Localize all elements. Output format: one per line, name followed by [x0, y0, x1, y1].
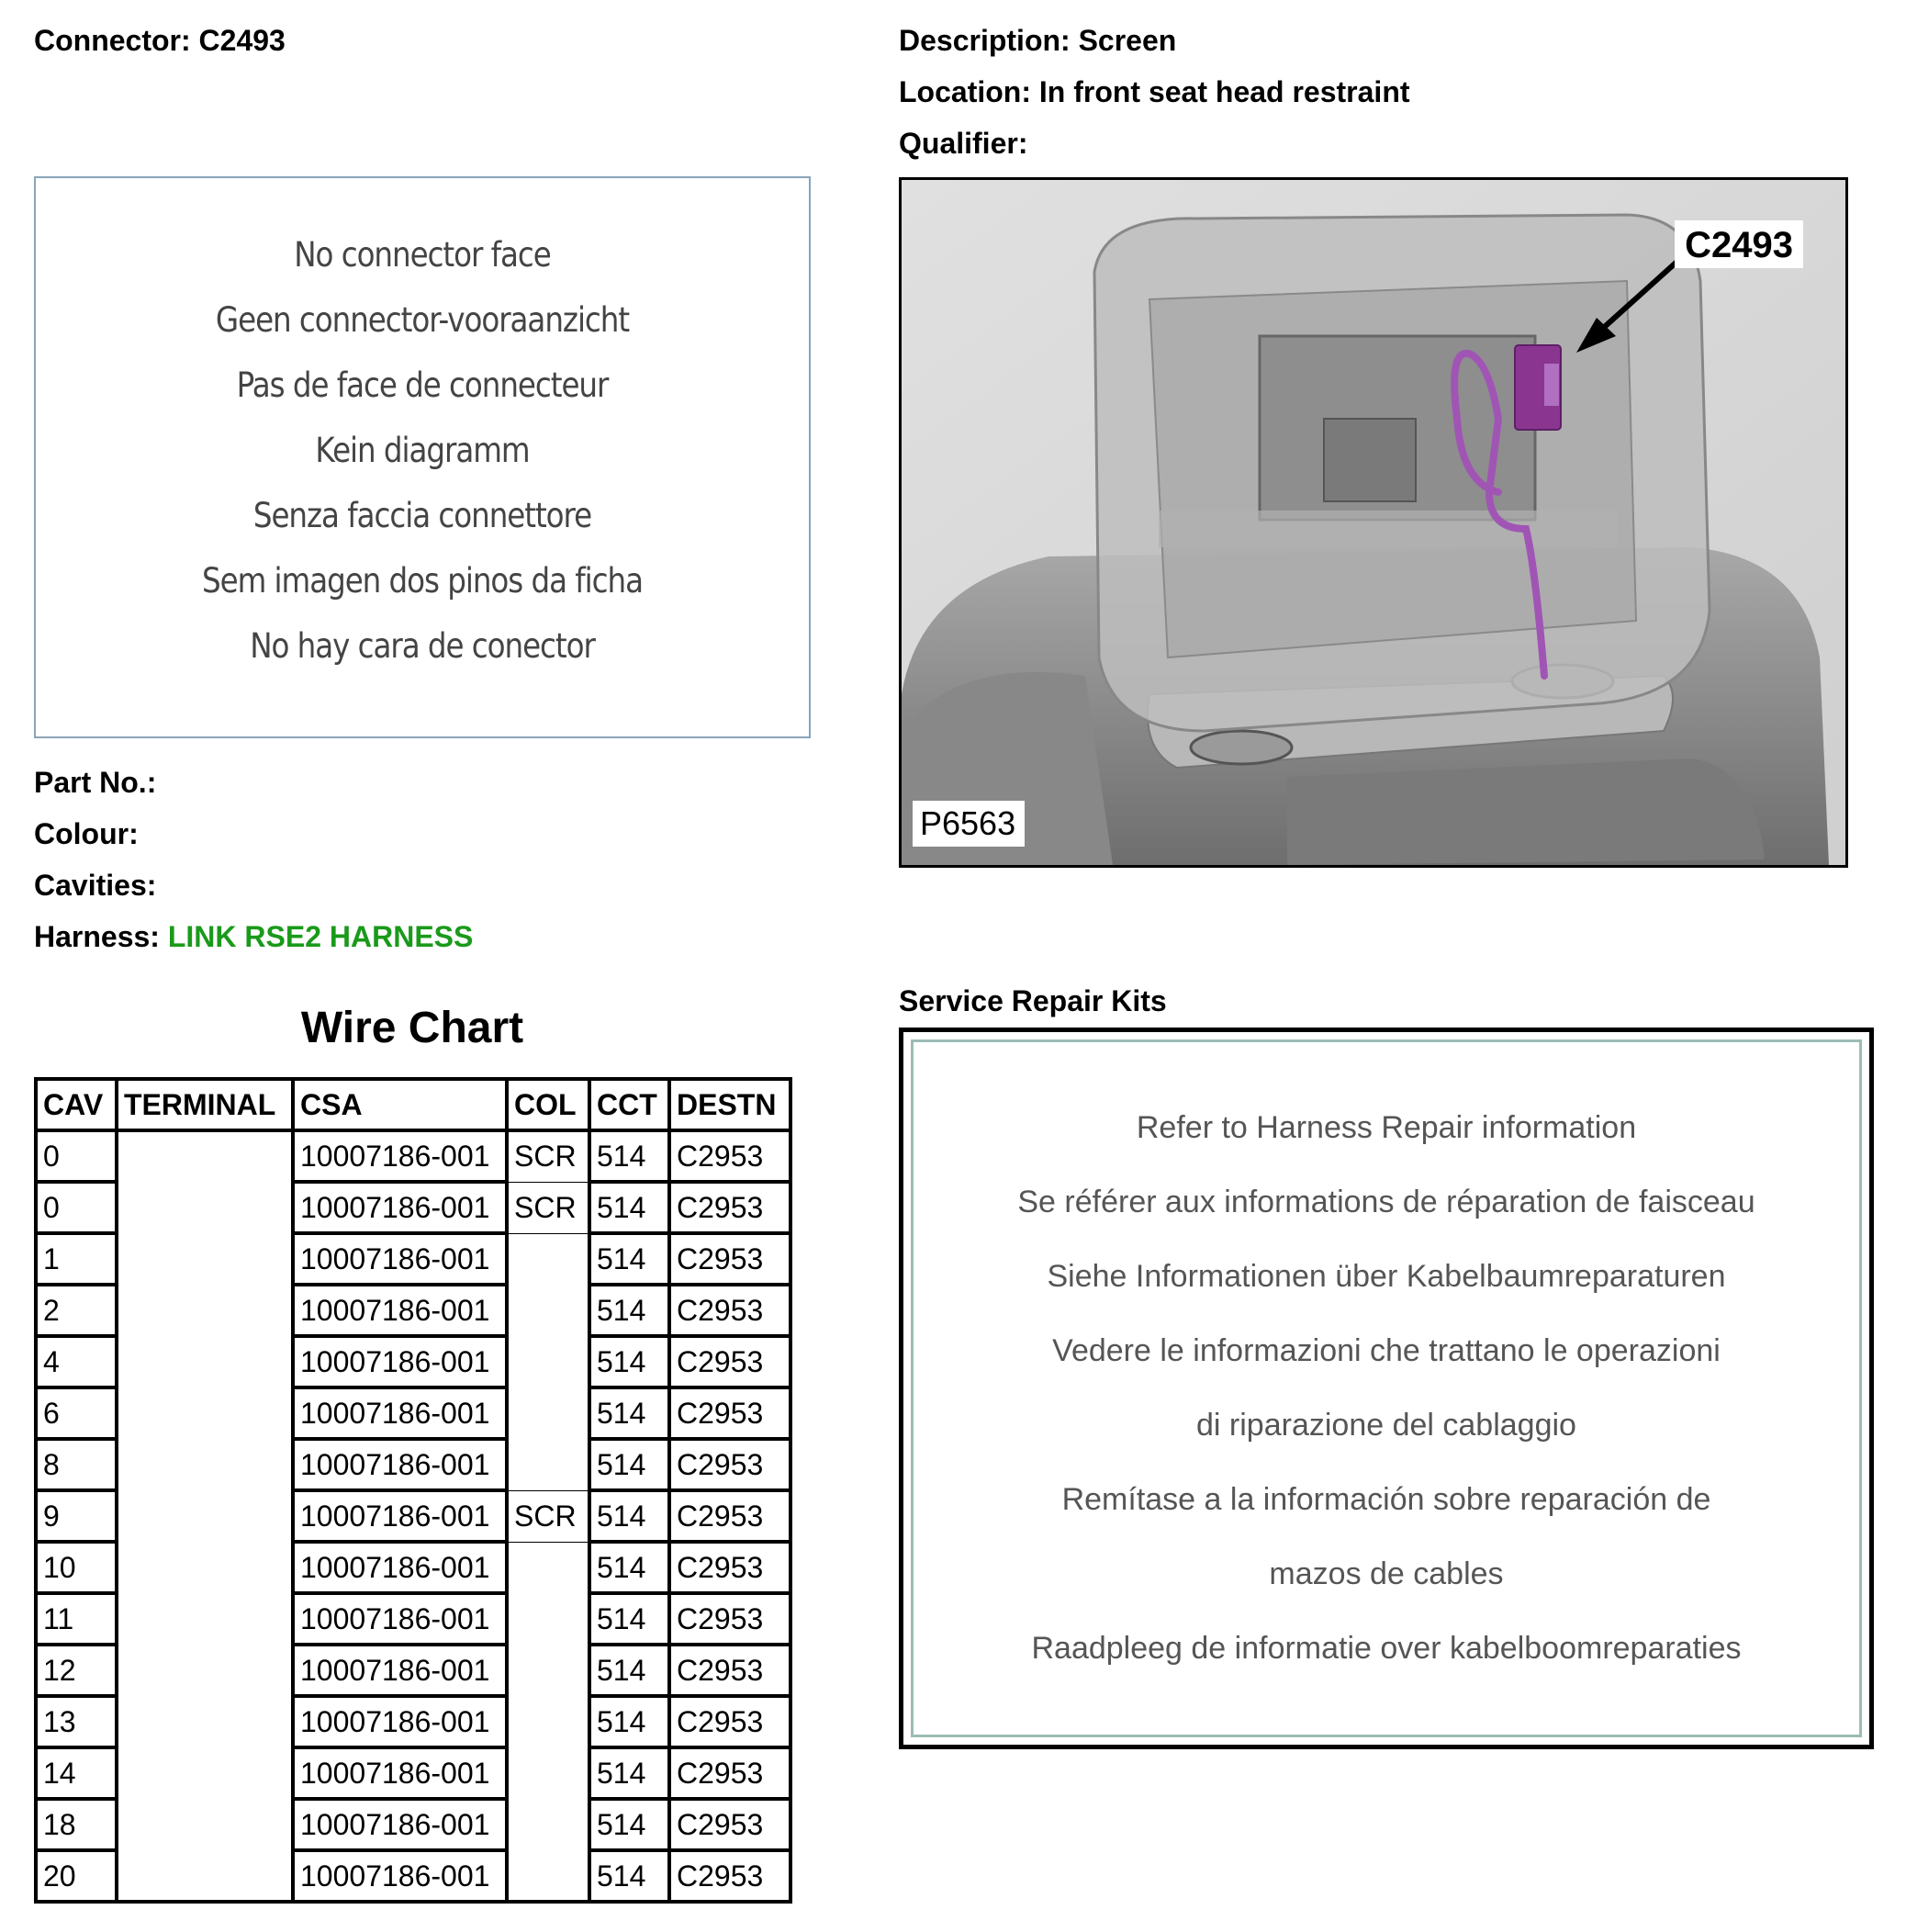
cell-csa: 10007186-001	[293, 1285, 507, 1336]
head-restraint-illustration	[902, 180, 1845, 865]
cell-destn: C2953	[669, 1182, 790, 1233]
no-face-line: No hay cara de conector	[250, 626, 595, 666]
connector-id: C2493	[198, 24, 286, 57]
cell-destn: C2953	[669, 1799, 790, 1850]
no-face-line: Sem imagen dos pinos da ficha	[201, 561, 644, 601]
qualifier-label: Qualifier:	[899, 127, 1028, 160]
harness-label: Harness: LINK RSE2 HARNESS	[34, 920, 474, 953]
repair-info-line: di riparazione del cablaggio	[1196, 1408, 1576, 1443]
cell-csa: 10007186-001	[293, 1850, 507, 1902]
repair-info-line: Se référer aux informations de réparation de faisceau	[1017, 1185, 1755, 1219]
wire-chart-title: Wire Chart	[300, 1004, 524, 1052]
cell-destn: C2953	[669, 1233, 790, 1285]
table-row	[36, 1799, 790, 1850]
part-no-label: Part No.:	[34, 766, 157, 799]
image-ref: P6563	[920, 804, 1016, 842]
header-cav: CAV	[36, 1079, 117, 1130]
cell-destn: C2953	[669, 1696, 790, 1747]
cell-terminal	[117, 1336, 293, 1387]
cell-cav: 14	[36, 1747, 117, 1799]
cell-cav: 1	[36, 1233, 117, 1285]
header-destn: DESTN	[669, 1079, 790, 1130]
cell-cct: 514	[589, 1542, 669, 1593]
cell-csa: 10007186-001	[293, 1645, 507, 1696]
service-repair-panel	[899, 1028, 1874, 1749]
cell-terminal	[117, 1130, 293, 1182]
cell-cct: 514	[589, 1182, 669, 1233]
table-row	[36, 1645, 790, 1696]
table-row	[36, 1542, 790, 1593]
cell-csa: 10007186-001	[293, 1593, 507, 1645]
cell-csa: 10007186-001	[293, 1439, 507, 1490]
cell-col	[507, 1439, 589, 1490]
table-row	[36, 1593, 790, 1645]
connector-location-image	[899, 177, 1848, 868]
repair-info-line: Raadpleeg de informatie over kabelboomreparaties	[1031, 1631, 1742, 1666]
table-row	[36, 1130, 790, 1182]
table-row	[36, 1336, 790, 1387]
table-row	[36, 1285, 790, 1336]
no-face-line: Kein diagramm	[315, 431, 530, 470]
cell-col: SCR	[507, 1490, 589, 1542]
cell-cav: 6	[36, 1387, 117, 1439]
wire-chart-header-row	[36, 1079, 790, 1130]
header-csa: CSA	[293, 1079, 507, 1130]
cell-cct: 514	[589, 1747, 669, 1799]
repair-info-line: Siehe Informationen über Kabelbaumreparaturen	[1047, 1259, 1726, 1294]
cell-csa: 10007186-001	[293, 1336, 507, 1387]
cell-destn: C2953	[669, 1593, 790, 1645]
cell-csa: 10007186-001	[293, 1233, 507, 1285]
cell-destn: C2953	[669, 1439, 790, 1490]
cell-cct: 514	[589, 1799, 669, 1850]
cell-terminal	[117, 1799, 293, 1850]
no-face-line: Pas de face de connecteur	[236, 365, 609, 405]
table-row	[36, 1439, 790, 1490]
cell-cav: 18	[36, 1799, 117, 1850]
cell-csa: 10007186-001	[293, 1542, 507, 1593]
table-row	[36, 1182, 790, 1233]
location-value: In front seat head restraint	[1038, 75, 1410, 108]
cell-cct: 514	[589, 1696, 669, 1747]
cell-cct: 514	[589, 1285, 669, 1336]
cell-col: SCR	[507, 1130, 589, 1182]
service-repair-kits-title: Service Repair Kits	[899, 984, 1167, 1017]
wire-chart-table	[34, 1077, 792, 1904]
cell-cav: 0	[36, 1182, 117, 1233]
cell-destn: C2953	[669, 1285, 790, 1336]
repair-info-line: mazos de cables	[1269, 1556, 1504, 1591]
cell-csa: 10007186-001	[293, 1130, 507, 1182]
cell-cct: 514	[589, 1593, 669, 1645]
repair-info-line: Vedere le informazioni che trattano le operazioni	[1052, 1333, 1721, 1368]
table-row	[36, 1747, 790, 1799]
cell-cct: 514	[589, 1850, 669, 1902]
cell-cav: 0	[36, 1130, 117, 1182]
cell-destn: C2953	[669, 1850, 790, 1902]
cell-cct: 514	[589, 1439, 669, 1490]
cell-destn: C2953	[669, 1490, 790, 1542]
callout-label: C2493	[1685, 225, 1793, 265]
cell-cav: 9	[36, 1490, 117, 1542]
description-label: Description: Screen	[899, 24, 1177, 57]
cell-destn: C2953	[669, 1387, 790, 1439]
cell-cct: 514	[589, 1130, 669, 1182]
cell-col	[507, 1747, 589, 1799]
header-cct: CCT	[589, 1079, 669, 1130]
cell-cav: 8	[36, 1439, 117, 1490]
cell-terminal	[117, 1387, 293, 1439]
cell-csa: 10007186-001	[293, 1747, 507, 1799]
cell-col	[507, 1285, 589, 1336]
cell-cct: 514	[589, 1490, 669, 1542]
cavities-label: Cavities:	[34, 869, 157, 902]
repair-info-line: Refer to Harness Repair information	[1136, 1110, 1637, 1145]
table-row	[36, 1233, 790, 1285]
cell-cav: 12	[36, 1645, 117, 1696]
cell-cav: 11	[36, 1593, 117, 1645]
cell-terminal	[117, 1593, 293, 1645]
cell-cav: 10	[36, 1542, 117, 1593]
cell-col	[507, 1696, 589, 1747]
cell-col	[507, 1387, 589, 1439]
cell-col	[507, 1336, 589, 1387]
cell-destn: C2953	[669, 1747, 790, 1799]
table-row	[36, 1850, 790, 1902]
cell-csa: 10007186-001	[293, 1799, 507, 1850]
cell-cav: 13	[36, 1696, 117, 1747]
no-face-line: No connector face	[294, 235, 551, 275]
cell-destn: C2953	[669, 1130, 790, 1182]
header-terminal: TERMINAL	[117, 1079, 293, 1130]
cell-csa: 10007186-001	[293, 1387, 507, 1439]
cell-terminal	[117, 1182, 293, 1233]
colour-label: Colour:	[34, 817, 139, 850]
cell-terminal	[117, 1747, 293, 1799]
cell-terminal	[117, 1850, 293, 1902]
table-row	[36, 1387, 790, 1439]
cell-cct: 514	[589, 1233, 669, 1285]
description-value: Screen	[1078, 24, 1177, 57]
cell-destn: C2953	[669, 1336, 790, 1387]
connector-label: Connector: C2493	[34, 24, 286, 57]
cell-csa: 10007186-001	[293, 1696, 507, 1747]
no-connector-face-panel	[34, 176, 811, 738]
cell-terminal	[117, 1439, 293, 1490]
cell-cav: 4	[36, 1336, 117, 1387]
no-face-line: Geen connector-vooraanzicht	[215, 300, 630, 340]
harness-link[interactable]: LINK RSE2 HARNESS	[167, 920, 474, 953]
table-row	[36, 1696, 790, 1747]
cell-terminal	[117, 1645, 293, 1696]
cell-col	[507, 1233, 589, 1285]
header-col: COL	[507, 1079, 589, 1130]
cell-col	[507, 1542, 589, 1593]
cell-terminal	[117, 1285, 293, 1336]
cell-destn: C2953	[669, 1542, 790, 1593]
cell-csa: 10007186-001	[293, 1182, 507, 1233]
location-label: Location: In front seat head restraint	[899, 75, 1410, 108]
cell-terminal	[117, 1233, 293, 1285]
cell-col	[507, 1593, 589, 1645]
cell-cav: 20	[36, 1850, 117, 1902]
cell-csa: 10007186-001	[293, 1490, 507, 1542]
cell-terminal	[117, 1542, 293, 1593]
cell-destn: C2953	[669, 1645, 790, 1696]
cell-col	[507, 1645, 589, 1696]
cell-cav: 2	[36, 1285, 117, 1336]
cell-terminal	[117, 1696, 293, 1747]
cell-terminal	[117, 1490, 293, 1542]
table-row	[36, 1490, 790, 1542]
no-face-line: Senza faccia connettore	[252, 496, 592, 535]
repair-info-line: Remítase a la información sobre reparación de	[1061, 1482, 1711, 1517]
cell-col: SCR	[507, 1182, 589, 1233]
cell-cct: 514	[589, 1336, 669, 1387]
cell-cct: 514	[589, 1645, 669, 1696]
cell-cct: 514	[589, 1387, 669, 1439]
cell-col	[507, 1799, 589, 1850]
cell-col	[507, 1850, 589, 1902]
